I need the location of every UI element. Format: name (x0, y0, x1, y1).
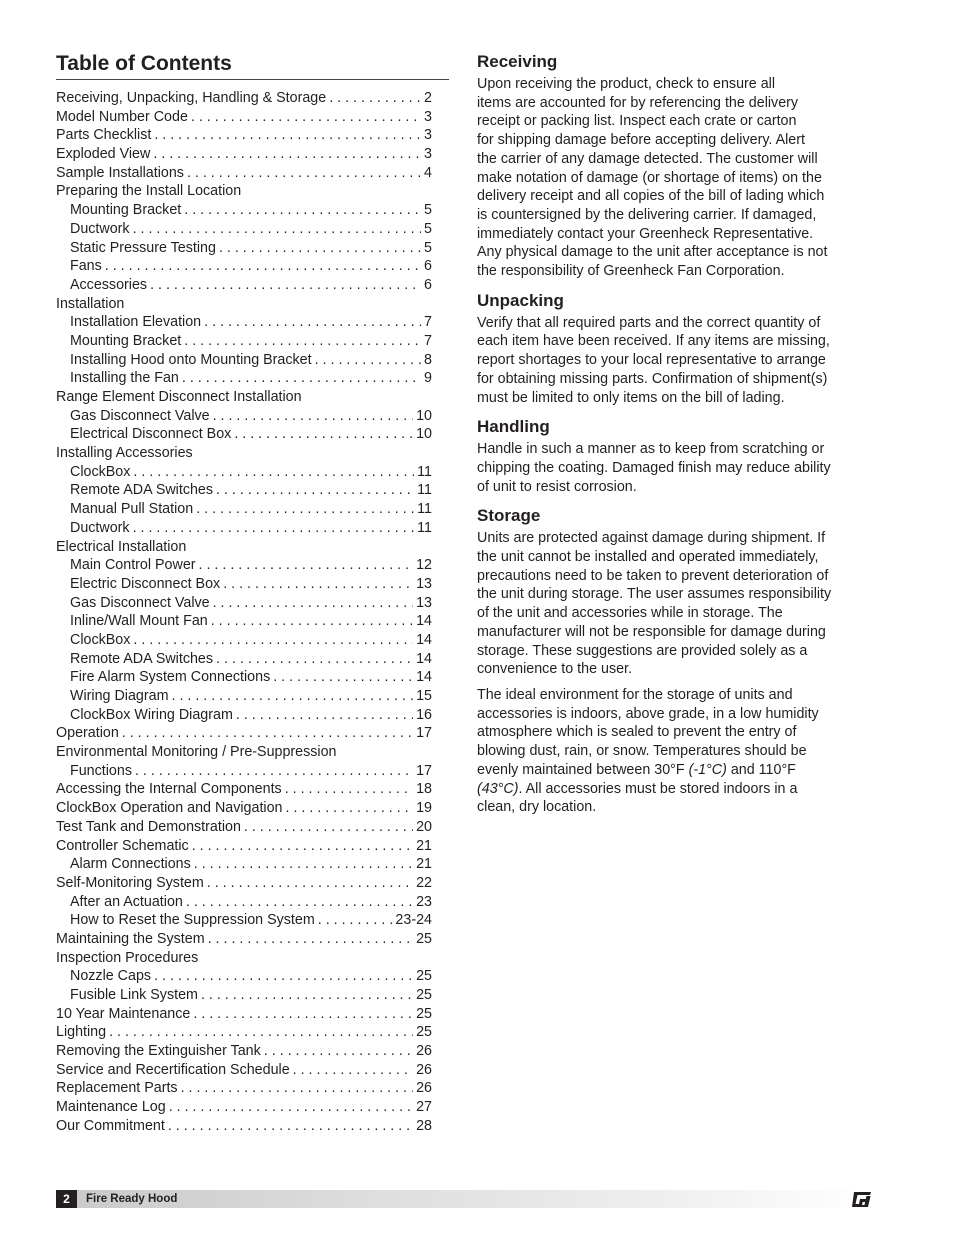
toc-entry-leader (192, 837, 413, 856)
toc-entry[interactable] (56, 108, 432, 127)
toc-entry-leader (201, 986, 413, 1005)
toc-entry-leader (109, 1023, 413, 1042)
toc-entry-label: Replacement Parts (56, 1080, 178, 1097)
toc-entry-leader (133, 631, 413, 650)
toc-entry[interactable] (56, 724, 432, 743)
toc-entry-leader (285, 780, 413, 799)
toc-entry-leader (184, 332, 421, 351)
toc-entry-leader (193, 1005, 413, 1024)
toc-entry[interactable] (56, 706, 432, 725)
toc-entry-page: 3 (424, 146, 432, 163)
toc-entry-label: ClockBox Operation and Navigation (56, 800, 283, 817)
toc-entry[interactable] (56, 687, 432, 706)
toc-entry[interactable] (56, 126, 432, 145)
toc-entry-page: 22 (416, 874, 432, 891)
section-body-receiving (477, 75, 872, 281)
toc-entry-page: 17 (416, 725, 432, 742)
toc-entry-leader (204, 313, 421, 332)
toc-entry-leader (187, 164, 421, 183)
toc-entry-label: Parts Checklist (56, 127, 152, 144)
toc-entry[interactable] (56, 388, 432, 407)
text-line: must be limited to only items on the bill of lading. (477, 389, 785, 406)
toc-entry-leader (236, 706, 413, 725)
toc-entry[interactable] (56, 668, 432, 687)
section-heading-handling: Handling (477, 417, 550, 437)
toc-entry-leader (154, 967, 413, 986)
toc-entry-label: Exploded View (56, 146, 151, 163)
toc-entry-label: Functions (70, 762, 132, 779)
toc-entry[interactable] (56, 799, 432, 818)
toc-entry-leader (105, 257, 421, 276)
toc-entry[interactable] (56, 276, 432, 295)
toc-entry-page: 25 (416, 987, 432, 1003)
toc-entry[interactable] (56, 463, 432, 482)
toc-entry-page: 25 (416, 1024, 432, 1041)
toc-entry[interactable] (56, 986, 432, 1005)
toc-entry-leader (234, 425, 413, 444)
toc-entry-page: 2 (424, 90, 432, 106)
toc-entry-label: Test Tank and Demonstration (56, 818, 241, 835)
text-line: the responsibility of Greenheck Fan Corporation. (477, 263, 785, 280)
toc-entry-page: 14 (416, 631, 432, 648)
toc-entry-page: 5 (424, 202, 432, 219)
toc-entry-page: 13 (416, 575, 432, 592)
toc-entry-leader (318, 911, 393, 930)
toc-entry-page: 11 (417, 463, 432, 480)
toc-entry-page: 12 (416, 557, 432, 574)
toc-entry[interactable] (56, 837, 432, 856)
toc-entry[interactable] (56, 855, 432, 874)
toc-entry-label: Model Number Code (56, 108, 188, 125)
section-body-handling (477, 440, 872, 496)
section-storage (477, 504, 872, 817)
toc-entry-page: 14 (416, 650, 432, 667)
section-heading-receiving: Receiving (477, 52, 558, 71)
toc-entry-leader (135, 762, 413, 781)
toc-entry-label: Controller Schematic (56, 837, 189, 854)
text-line: receipt or packing list. Inspect each crate or carton (477, 113, 797, 130)
text-line: for shipping damage before accepting delivery. Alert (477, 132, 805, 149)
toc-entry[interactable] (56, 239, 432, 258)
toc-entry-leader (244, 818, 413, 837)
toc-entry-leader (273, 668, 413, 687)
toc-entry-label: Electric Disconnect Box (70, 575, 221, 592)
toc-entry[interactable] (56, 220, 432, 239)
section-receiving (477, 50, 872, 281)
toc-entry-label: Fusible Link System (70, 987, 198, 1003)
toc-entry-label: Range Element Disconnect Installation (56, 389, 302, 405)
toc-entry[interactable] (56, 556, 432, 575)
toc-entry-label: Installation (56, 295, 125, 312)
toc-entry[interactable] (56, 967, 432, 986)
toc-entry-page: 11 (417, 519, 432, 536)
toc-entry-label: Mounting Bracket (70, 332, 182, 349)
toc-entry-leader (133, 519, 415, 538)
toc-entry[interactable] (56, 407, 432, 426)
toc-entry-page: 25 (416, 1005, 432, 1022)
toc-entry[interactable] (56, 743, 432, 762)
toc-entry-label: Fire Alarm System Connections (70, 669, 271, 686)
text-line: storage. These suggestions are provided solely as a (477, 642, 808, 659)
toc-entry-page: 17 (416, 762, 432, 779)
toc-entry[interactable] (56, 295, 432, 314)
toc-entry-page: 28 (416, 1117, 432, 1134)
toc-entry-leader (184, 201, 421, 220)
toc-entry-label: Gas Disconnect Valve (70, 407, 210, 424)
toc-entry-label: Removing the Extinguisher Tank (56, 1043, 261, 1060)
text-line: chipping the coating. Damaged finish may reduce ability (477, 459, 831, 476)
toc-entry[interactable] (56, 519, 432, 538)
toc-title: Table of Contents (56, 52, 232, 75)
toc-entry[interactable] (56, 1005, 432, 1024)
text-line: Upon receiving the product, check to ensure all (477, 76, 776, 92)
toc-entry[interactable] (56, 182, 432, 201)
toc-entry-page: 13 (416, 594, 432, 611)
toc-entry-label: Accessing the Internal Components (56, 781, 282, 798)
toc-entry-page: 10 (416, 407, 432, 424)
text-line: of the unit and accessories while in storage. The (477, 605, 783, 622)
toc-entry-leader (223, 575, 413, 594)
text-line: items are accounted for by referencing the delivery (477, 94, 799, 111)
text-line: Verify that all required parts and the correct quantity of (477, 314, 821, 331)
toc-column (56, 50, 449, 1136)
toc-entry-label: Maintenance Log (56, 1099, 166, 1116)
toc-entry-label: Service and Recertification Schedule (56, 1061, 290, 1078)
toc-entry-page: 26 (416, 1061, 432, 1078)
toc-entry[interactable] (56, 89, 432, 108)
toc-entry[interactable] (56, 930, 432, 949)
toc-entry-leader (207, 874, 413, 893)
toc-entry-label: After an Actuation (70, 893, 183, 910)
toc-entry-label: Static Pressure Testing (70, 239, 216, 256)
text-line: manufacturer will not be responsible for damage during (477, 623, 826, 640)
toc-entry-label: Preparing the Install Location (56, 183, 242, 200)
toc-entry-label: Remote ADA Switches (70, 650, 214, 667)
section-body-storage-p2 (477, 686, 872, 817)
toc-entry[interactable] (56, 1079, 432, 1098)
toc-entry-label: Installing Accessories (56, 445, 193, 462)
toc-entry-page: 21 (416, 837, 432, 854)
toc-entry-leader (199, 556, 414, 575)
toc-entry-label: Electrical Installation (56, 538, 187, 555)
toc-entry-label: Main Control Power (70, 557, 196, 574)
text-line: The ideal environment for the storage of units and (477, 686, 793, 703)
toc-entry-leader (181, 1079, 414, 1098)
text-line: make notation of damage (or shortage of items) on the (477, 169, 822, 186)
text-line: blowing dust, rain, or snow. Temperatures should be (477, 743, 807, 760)
section-body-storage-p1 (477, 529, 872, 679)
toc-entry-page: 25 (416, 930, 432, 947)
storage-temp-line (477, 761, 872, 780)
storage-temp-before: evenly maintained between 30°F (477, 761, 689, 778)
toc-entry-label: Maintaining the System (56, 930, 205, 947)
toc-entry-leader (133, 220, 421, 239)
toc-entry-label: Installing Hood onto Mounting Bracket (70, 351, 312, 368)
toc-entry-label: Ductwork (70, 220, 130, 237)
toc-entry[interactable] (56, 425, 432, 444)
toc-entry-page: 11 (417, 501, 432, 518)
toc-entry[interactable] (56, 818, 432, 837)
toc-entry-label: Remote ADA Switches (70, 482, 214, 499)
toc-entry-label: Installation Elevation (70, 314, 202, 331)
toc-entry-page: 4 (424, 164, 432, 181)
toc-entry-label: Lighting (56, 1024, 107, 1041)
text-line: the unit during storage. The user assumes responsibility (477, 586, 832, 603)
storage-temp-after: . All accessories must be stored indoors in a (518, 780, 798, 797)
toc-entry[interactable] (56, 164, 432, 183)
content-column (477, 50, 872, 825)
storage-temp-celsius-low: (-1°C) (688, 761, 727, 778)
toc-entry-label: Wiring Diagram (70, 688, 169, 704)
toc-entry-leader (169, 1098, 413, 1117)
toc-entry[interactable] (56, 500, 432, 519)
toc-entry-label: Sample Installations (56, 164, 184, 181)
text-line: for obtaining missing parts. Confirmation of shipment(s) (477, 370, 828, 387)
toc-entry[interactable] (56, 594, 432, 613)
toc-entry-leader (293, 1061, 413, 1080)
toc-entry-page: 25 (416, 968, 432, 985)
toc-entry-label: Alarm Connections (70, 856, 191, 873)
toc-entry-leader (216, 650, 413, 669)
footer-title: Fire Ready Hood (86, 1193, 178, 1205)
text-line: delivery receipt and all copies of the bill of lading which (477, 188, 825, 205)
toc-entry-page: 5 (424, 239, 432, 256)
toc-entry-leader (264, 1042, 413, 1061)
section-heading-unpacking: Unpacking (477, 290, 564, 310)
toc-entry-leader (168, 1117, 413, 1136)
footer-bar (56, 1190, 870, 1208)
section-handling (477, 415, 872, 496)
toc-entry-leader (329, 89, 421, 108)
toc-entry-label: ClockBox (70, 631, 131, 648)
toc-entry[interactable] (56, 444, 432, 463)
toc-entry-page: 3 (424, 108, 432, 125)
toc-entry-page: 23 (416, 893, 432, 910)
toc-entry-leader (150, 276, 421, 295)
toc-entry[interactable] (56, 1098, 432, 1117)
toc-entry[interactable] (56, 257, 432, 276)
toc-entry-leader (315, 351, 421, 370)
toc-entry-leader (213, 594, 414, 613)
toc-entry[interactable] (56, 145, 432, 164)
toc-entry-label: Self-Monitoring System (56, 874, 204, 891)
text-line: the unit cannot be installed and operated immediately, (477, 549, 819, 566)
toc-entry-label: Manual Pull Station (70, 501, 194, 518)
toc-entry[interactable] (56, 313, 432, 332)
toc-entry[interactable] (56, 949, 432, 968)
toc-entry-leader (194, 855, 413, 874)
text-line: immediately contact your Greenheck Representative. (477, 225, 814, 242)
toc-entry-label: Our Commitment (56, 1117, 165, 1134)
text-line: of unit to resist corrosion. (477, 478, 637, 495)
toc-entry[interactable] (56, 1042, 432, 1061)
toc-entry-label: Accessories (70, 276, 148, 293)
toc-entry-leader (186, 893, 413, 912)
toc-entry[interactable] (56, 481, 432, 500)
toc-entry-page: 20 (416, 818, 432, 835)
toc-list (56, 89, 432, 1136)
toc-entry-leader (172, 687, 414, 706)
text-line: is countersigned by the delivering carrier. If damaged, (477, 206, 817, 223)
toc-entry[interactable] (56, 631, 432, 650)
storage-last-line: clean, dry location. (477, 799, 597, 816)
toc-entry[interactable] (56, 369, 432, 388)
toc-entry[interactable] (56, 874, 432, 893)
toc-entry-label: Nozzle Caps (70, 968, 152, 985)
toc-entry-page: 18 (416, 781, 432, 798)
toc-entry-page: 6 (424, 276, 432, 293)
toc-entry-label: How to Reset the Suppression System (70, 912, 315, 929)
storage-temp-celsius-high: (43°C) (477, 780, 519, 797)
greenheck-g-logo-icon (852, 1191, 872, 1208)
toc-entry-label: 10 Year Maintenance (56, 1005, 191, 1022)
toc-entry-leader (219, 239, 421, 258)
toc-entry[interactable] (56, 1117, 432, 1136)
toc-entry[interactable] (56, 612, 432, 631)
toc-entry[interactable] (56, 575, 432, 594)
toc-entry-label: Electrical Disconnect Box (70, 426, 232, 443)
toc-entry-label: Gas Disconnect Valve (70, 594, 210, 611)
text-line: Any physical damage to the unit after acceptance is not (477, 244, 828, 261)
toc-entry[interactable] (56, 201, 432, 220)
toc-entry-page: 19 (416, 800, 432, 817)
toc-entry-leader (191, 108, 421, 127)
toc-entry-page: 26 (416, 1080, 432, 1097)
toc-entry-leader (122, 724, 413, 743)
toc-entry-leader (196, 500, 414, 519)
toc-entry-label: Installing the Fan (70, 370, 179, 387)
footer-page-number: 2 (56, 1190, 77, 1208)
toc-entry-leader (182, 369, 421, 388)
toc-entry-label: Inline/Wall Mount Fan (70, 613, 208, 630)
toc-entry-page: 23-24 (395, 912, 432, 929)
toc-entry-page: 7 (424, 332, 432, 349)
toc-entry[interactable] (56, 650, 432, 669)
toc-entry-page: 10 (416, 426, 432, 443)
storage-temp-line-2 (477, 780, 872, 799)
toc-entry[interactable] (56, 332, 432, 351)
toc-entry-leader (154, 126, 421, 145)
toc-entry-label: Inspection Procedures (56, 949, 199, 966)
text-line: Units are protected against damage during shipment. If (477, 530, 826, 547)
text-line: accessories is indoors, above grade, in a low humidity (477, 705, 819, 722)
toc-entry-page: 6 (424, 258, 432, 275)
text-line: atmosphere which is sealed to prevent the entry of (477, 724, 797, 741)
toc-entry-label: Environmental Monitoring / Pre-Suppression (56, 744, 337, 761)
toc-entry-label: ClockBox (70, 463, 131, 480)
toc-entry-label: Operation (56, 725, 119, 742)
toc-entry-page: 26 (416, 1043, 432, 1060)
toc-entry-leader (153, 145, 421, 164)
toc-entry-label: Mounting Bracket (70, 202, 182, 219)
toc-entry-leader (286, 799, 414, 818)
toc-entry-leader (216, 481, 414, 500)
toc-entry-label: Ductwork (70, 519, 130, 536)
text-line: convenience to the user. (477, 661, 632, 678)
toc-entry[interactable] (56, 911, 432, 930)
text-line: report shortages to your local representative to arrange (477, 352, 826, 369)
toc-entry-leader (208, 930, 413, 949)
text-line: the carrier of any damage detected. The customer will (477, 150, 818, 167)
toc-entry[interactable] (56, 780, 432, 799)
toc-entry[interactable] (56, 1061, 432, 1080)
toc-entry-page: 14 (416, 669, 432, 686)
toc-entry-leader (133, 463, 414, 482)
toc-entry-leader (211, 612, 413, 631)
text-line: each item have been received. If any items are missing, (477, 333, 830, 350)
toc-entry-page: 27 (416, 1099, 432, 1116)
toc-entry-page: 14 (416, 613, 432, 630)
toc-entry-page: 7 (424, 314, 432, 331)
text-line: Handle in such a manner as to keep from scratching or (477, 441, 825, 458)
toc-entry-page: 9 (424, 370, 432, 387)
section-unpacking (477, 289, 872, 408)
toc-divider (56, 79, 449, 80)
toc-entry-page: 8 (424, 351, 432, 368)
toc-entry-page: 5 (424, 220, 432, 237)
toc-entry-label: ClockBox Wiring Diagram (70, 706, 233, 723)
toc-entry-page: 21 (416, 856, 432, 873)
toc-entry-page: 3 (424, 127, 432, 144)
toc-entry-page: 11 (417, 482, 432, 499)
toc-entry-label: Fans (70, 258, 102, 275)
toc-entry-label: Receiving, Unpacking, Handling & Storage (56, 90, 327, 106)
text-line: precautions need to be taken to prevent deterioration of (477, 567, 829, 584)
toc-entry-leader (213, 407, 414, 426)
toc-entry[interactable] (56, 1023, 432, 1042)
toc-entry[interactable] (56, 538, 432, 557)
toc-entry[interactable] (56, 893, 432, 912)
toc-entry-page: 15 (416, 688, 432, 704)
toc-entry[interactable] (56, 762, 432, 781)
storage-temp-mid: and 110°F (726, 761, 796, 778)
toc-entry[interactable] (56, 351, 432, 370)
section-heading-storage: Storage (477, 506, 541, 526)
toc-entry-page: 16 (416, 706, 432, 723)
storage-p2-lines (477, 686, 872, 761)
section-body-unpacking (477, 314, 872, 408)
